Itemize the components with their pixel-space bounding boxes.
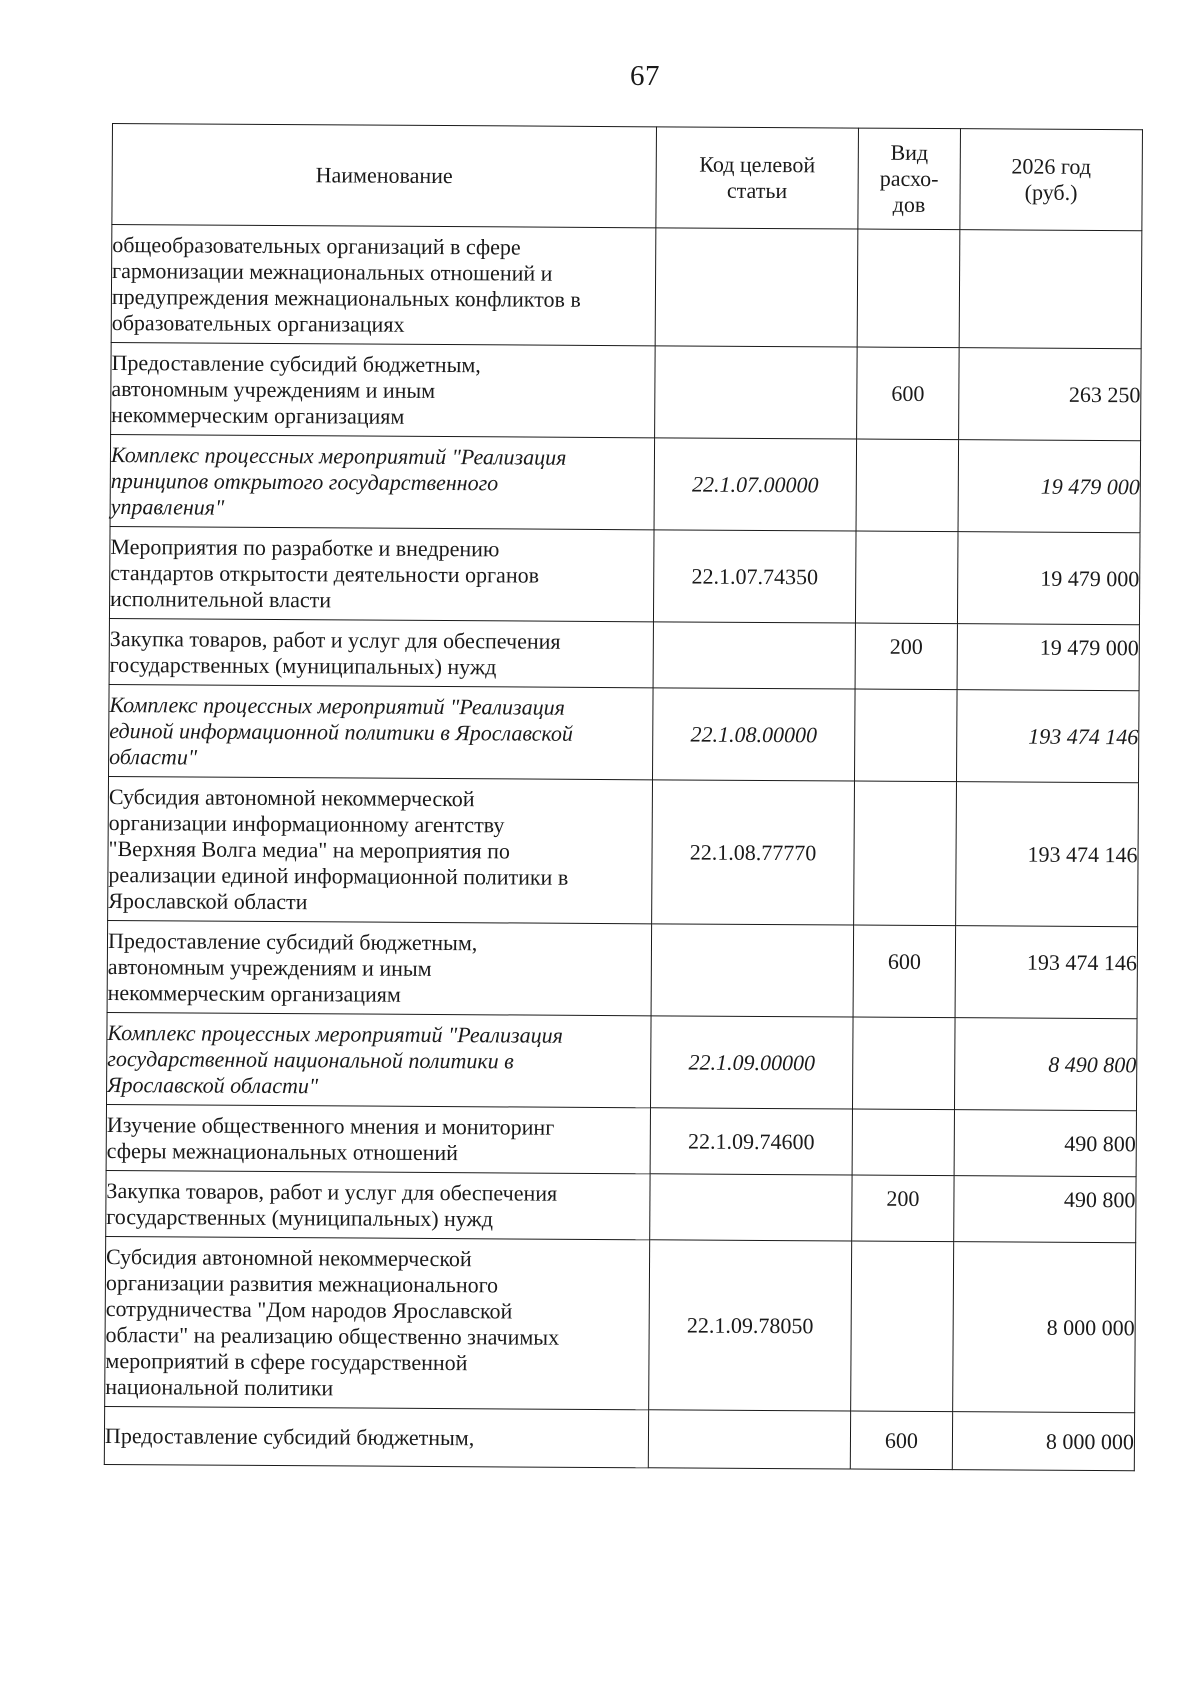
- cell-code: 22.1.07.74350: [653, 530, 856, 623]
- cell-name: [109, 618, 653, 687]
- cell-name-line: управления": [110, 493, 225, 520]
- cell-name-line: государственной национальной политики в: [107, 1045, 514, 1073]
- cell-name: [109, 684, 654, 779]
- cell-code: 22.1.09.00000: [650, 1016, 853, 1109]
- cell-name-line: Закупка товаров, работ и услуг для обеспечения: [109, 625, 561, 654]
- cell-name-line: организации развития межнационального: [105, 1269, 499, 1297]
- cell-name: [109, 526, 654, 621]
- cell-name: [111, 342, 656, 437]
- cell-name: [108, 776, 653, 923]
- cell-type: 600: [857, 347, 960, 440]
- table-header-row: [112, 124, 1143, 231]
- cell-type: [852, 1017, 955, 1110]
- header-type-line: дов: [892, 191, 926, 217]
- cell-name-line: единой информационной политики в Ярославской: [109, 717, 573, 746]
- table-row: [107, 1012, 1138, 1110]
- table-row: [105, 1236, 1136, 1412]
- cell-name-line: государственных (муниципальных) нужд: [109, 651, 497, 679]
- cell-name-line: реализации единой информационной политики в: [108, 861, 569, 890]
- header-year: [960, 129, 1143, 231]
- cell-amount: [959, 230, 1142, 349]
- cell-name-line: Изучение общественного мнения и мониторинг: [106, 1111, 555, 1140]
- cell-name-line: Субсидия автономной некоммерческой: [108, 783, 475, 811]
- header-type-line: Вид: [890, 139, 929, 165]
- cell-name-line: организации информационному агентству: [108, 809, 505, 837]
- cell-name: [106, 1170, 650, 1239]
- cell-code: 22.1.09.78050: [649, 1240, 852, 1411]
- cell-name-line: некоммерческим организациям: [111, 401, 405, 429]
- table-row: [110, 434, 1141, 532]
- cell-amount: 193 474 146: [956, 690, 1139, 783]
- cell-name-line: Комплекс процессных мероприятий "Реализация: [107, 1019, 563, 1048]
- cell-amount: 490 800: [954, 1166, 1136, 1233]
- cell-name-line: сферы межнациональных отношений: [106, 1137, 459, 1165]
- header-type: [858, 128, 961, 230]
- cell-type: [856, 439, 959, 532]
- cell-name-line: гармонизации межнациональных отношений и: [112, 257, 553, 286]
- cell-type: [855, 531, 958, 624]
- cell-type: 600: [853, 915, 956, 1008]
- cell-name-line: Субсидия автономной некоммерческой: [106, 1243, 472, 1271]
- cell-amount: 193 474 146: [955, 916, 1138, 1009]
- table-row: [111, 225, 1142, 349]
- budget-table: [104, 123, 1143, 1471]
- cell-code: 22.1.09.74600: [650, 1108, 852, 1175]
- cell-code: [653, 612, 855, 679]
- cell-type: 600: [850, 1411, 952, 1470]
- table-row: [109, 526, 1140, 624]
- table-row: [111, 342, 1142, 440]
- cell-type: [857, 229, 960, 348]
- cell-type: 200: [855, 613, 957, 680]
- table-row: [108, 776, 1139, 926]
- cell-type: [851, 1241, 954, 1412]
- table-row: [104, 1406, 1134, 1470]
- cell-name-line: общеобразовательных организаций в сфере: [112, 231, 521, 259]
- cell-name: [110, 434, 655, 529]
- cell-type: [854, 689, 957, 782]
- cell-name-line: Предоставление субсидий бюджетным,: [104, 1422, 475, 1450]
- cell-amount: 490 800: [954, 1110, 1136, 1177]
- cell-name: [107, 1012, 652, 1107]
- cell-name-line: некоммерческим организациям: [107, 979, 401, 1007]
- cell-name: [107, 920, 652, 1015]
- table-body: [104, 225, 1142, 1471]
- cell-name: [106, 1104, 650, 1173]
- cell-name-line: сотрудничества "Дом народов Ярославской: [105, 1295, 513, 1323]
- cell-name: [105, 1236, 650, 1409]
- cell-code: 22.1.08.00000: [652, 688, 855, 781]
- cell-name-line: Предоставление субсидий бюджетным,: [111, 349, 481, 377]
- cell-name-line: государственных (муниципальных) нужд: [106, 1203, 494, 1231]
- cell-name-line: Ярославской области: [108, 887, 308, 914]
- cell-name-line: автономным учреждениям и иным: [107, 953, 432, 981]
- cell-name-line: Закупка товаров, работ и услуг для обеспечения: [106, 1177, 558, 1206]
- cell-name-line: Предоставление субсидий бюджетным,: [107, 927, 478, 955]
- cell-code: [655, 228, 858, 347]
- cell-name-line: мероприятий в сфере государственной: [105, 1347, 468, 1375]
- cell-name-line: принципов открытого государственного: [110, 467, 499, 495]
- table-row: [109, 684, 1140, 782]
- header-name: Наименование: [112, 124, 657, 228]
- cell-name-line: стандартов открытости деятельности органов: [110, 559, 540, 588]
- header-year-line: 2026 год: [1011, 153, 1092, 179]
- table-row: [106, 1170, 1136, 1242]
- cell-name-line: Комплекс процессных мероприятий "Реализация: [110, 441, 567, 470]
- cell-amount: 263 250: [959, 348, 1142, 441]
- header-code: [656, 127, 859, 229]
- cell-name-line: Мероприятия по разработке и внедрению: [110, 533, 500, 561]
- cell-amount: 19 479 000: [958, 440, 1141, 533]
- header-code-line: статьи: [726, 177, 788, 204]
- page-number: 67: [630, 60, 660, 92]
- cell-amount: 8 000 000: [952, 1412, 1134, 1471]
- cell-type: [854, 781, 957, 926]
- header-code-line: Код целевой: [699, 151, 816, 178]
- cell-name-line: Комплекс процессных мероприятий "Реализация: [109, 691, 565, 720]
- cell-type: 200: [852, 1165, 954, 1232]
- cell-name-line: области": [109, 743, 198, 770]
- cell-amount: 19 479 000: [957, 532, 1140, 625]
- cell-name-line: национальной политики: [105, 1373, 334, 1400]
- cell-code: [650, 1164, 852, 1231]
- cell-amount: 8 490 800: [954, 1018, 1137, 1111]
- cell-code: 22.1.07.00000: [654, 438, 857, 531]
- cell-name-line: предупреждения межнациональных конфликтов в: [111, 283, 581, 312]
- cell-name: [111, 225, 656, 346]
- cell-code: 22.1.08.77770: [652, 780, 855, 925]
- cell-name-line: области" на реализацию общественно значимых: [105, 1321, 560, 1350]
- cell-code: [648, 1410, 850, 1469]
- header-year-line: (руб.): [1024, 179, 1078, 205]
- cell-name-line: исполнительной власти: [110, 585, 332, 612]
- cell-code: [655, 346, 858, 439]
- table-row: [109, 618, 1139, 690]
- cell-name-line: "Верхняя Волга медиа" на мероприятия по: [108, 835, 511, 863]
- table-row: [107, 920, 1138, 1018]
- cell-name: [104, 1406, 648, 1467]
- header-type-line: расхо-: [879, 165, 939, 192]
- cell-amount: 19 479 000: [957, 614, 1139, 681]
- cell-amount: 193 474 146: [956, 782, 1139, 927]
- cell-name-line: автономным учреждениям и иным: [111, 375, 436, 403]
- cell-name-line: образовательных организациях: [111, 309, 405, 337]
- cell-amount: 8 000 000: [953, 1242, 1136, 1413]
- cell-name-line: Ярославской области": [107, 1071, 319, 1098]
- cell-code: [651, 914, 854, 1007]
